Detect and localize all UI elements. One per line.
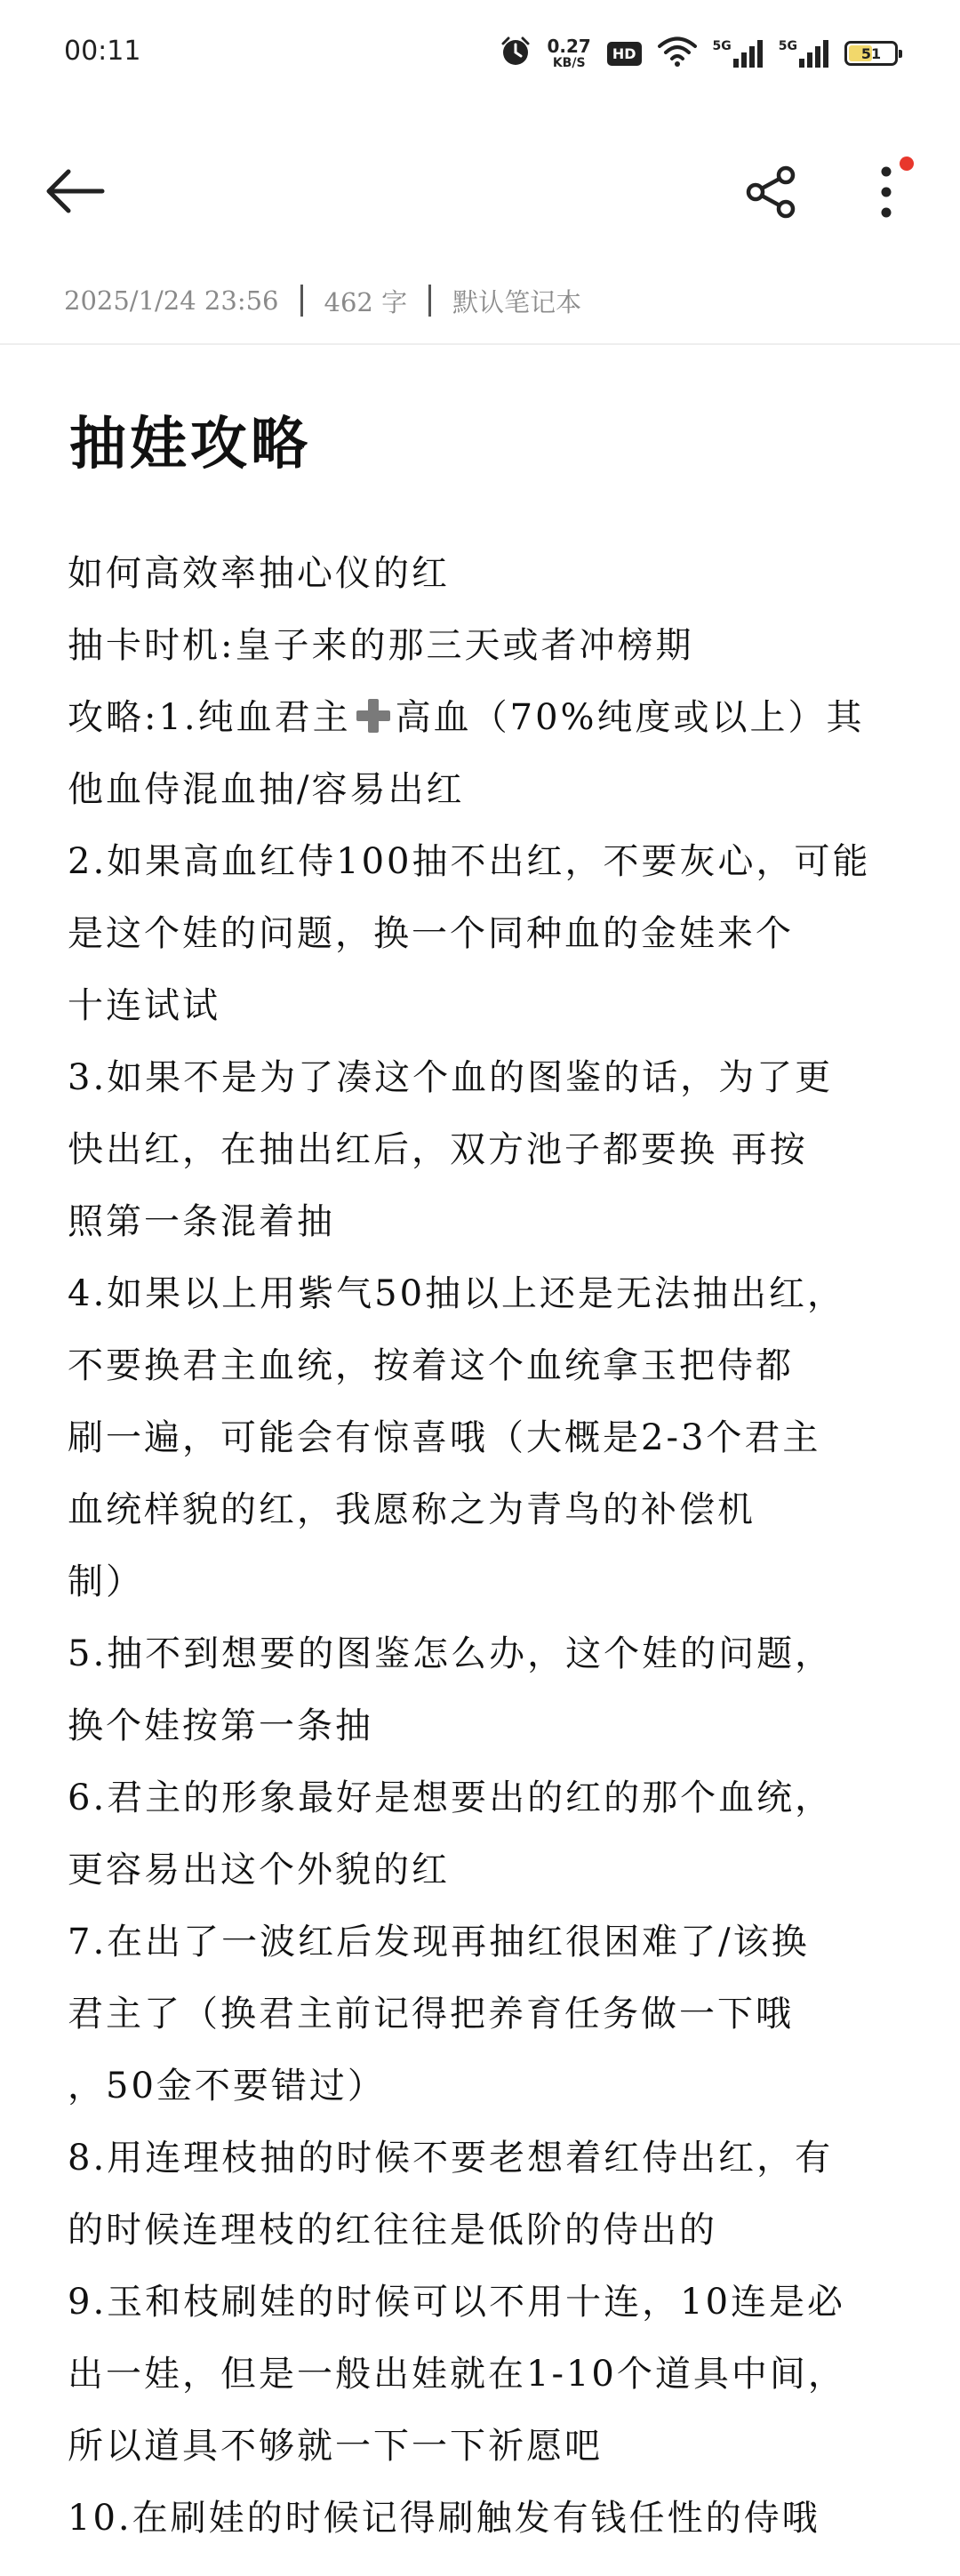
note-line: 8.用连理枝抽的时候不要老想着红侍出红，有	[68, 2138, 834, 2179]
signal-1-label: 5G	[712, 39, 732, 53]
note-body[interactable]	[68, 538, 903, 2555]
notebook-name[interactable]: 默认笔记本	[452, 286, 582, 317]
note-word-count: 462 字	[324, 286, 408, 317]
note-line: 的时候连理枝的红往往是低阶的侍出的	[68, 2210, 717, 2251]
status-icons	[500, 34, 899, 73]
note-line-segment: 高血（70%纯度或以上）其	[395, 697, 865, 738]
signal-2-label: 5G	[778, 39, 797, 53]
note-line: 是这个娃的问题，换一个同种血的金娃来个	[68, 913, 794, 954]
share-button[interactable]	[738, 158, 805, 226]
note-line: 6.君主的形象最好是想要出的红的那个血统，	[68, 1778, 834, 1818]
note-meta	[64, 281, 581, 320]
more-vertical-icon	[877, 164, 895, 221]
note-line: 不要换君主血统，按着这个血统拿玉把侍都	[68, 1345, 794, 1386]
meta-divider	[300, 285, 303, 317]
note-line: 如何高效率抽心仪的红	[68, 553, 450, 594]
header-divider	[0, 343, 960, 345]
note-line: 4.如果以上用紫气50抽以上还是无法抽出红，	[68, 1273, 846, 1314]
notification-dot	[900, 156, 914, 171]
net-speed-value: 0.27	[547, 36, 591, 57]
heavy-plus-icon	[355, 697, 392, 734]
signal-icon	[779, 39, 828, 68]
note-line: 抽卡时机:皇子来的那三天或者冲榜期	[68, 625, 694, 666]
note-line: 3.如果不是为了凑这个血的图鉴的话，为了更	[68, 1057, 834, 1098]
note-datetime: 2025/1/24 23:56	[64, 285, 279, 316]
note-line: 快出红，在抽出红后，双方池子都要换 再按	[68, 1129, 808, 1170]
note-title[interactable]: 抽娃攻略	[69, 411, 311, 477]
note-line-segment: 攻略:1.纯血君主	[68, 697, 351, 738]
note-line: 他血侍混血抽/容易出红	[68, 769, 465, 810]
alarm-icon	[500, 36, 532, 71]
note-line: 更容易出这个外貌的红	[68, 1850, 450, 1890]
note-line: 照第一条混着抽	[68, 1201, 335, 1242]
note-line: 刷一遍，可能会有惊喜哦（大概是2-3个君主	[68, 1417, 821, 1458]
signal-icon	[713, 39, 763, 68]
note-line: ，50金不要错过）	[68, 2066, 386, 2107]
note-line: 血统样貌的红，我愿称之为青鸟的补偿机	[68, 1489, 756, 1530]
note-line: 7.在出了一波红后发现再抽红很困难了/该换	[68, 1922, 810, 1962]
note-line: 2.如果高血红侍100抽不出红，不要灰心，可能	[68, 841, 871, 882]
note-line: 君主了（换君主前记得把养育任务做一下哦	[68, 1994, 794, 2034]
net-speed	[548, 37, 591, 69]
note-line	[68, 682, 903, 754]
status-time: 00:11	[64, 36, 141, 67]
hd-icon: HD	[607, 42, 642, 66]
note-line: 5.抽不到想要的图鉴怎么办，这个娃的问题，	[68, 1633, 834, 1674]
net-speed-unit: KB/S	[552, 56, 586, 70]
share-icon	[743, 164, 800, 221]
note-line: 换个娃按第一条抽	[68, 1705, 373, 1746]
back-arrow-icon	[44, 169, 106, 213]
note-line: 出一娃，但是一般出娃就在1-10个道具中间，	[68, 2354, 846, 2395]
meta-divider	[428, 285, 431, 317]
wifi-icon	[658, 36, 697, 70]
battery-icon	[844, 41, 898, 66]
note-line: 10.在刷娃的时候记得刷触发有钱任性的侍哦	[68, 2498, 820, 2539]
note-toolbar	[0, 142, 960, 240]
battery-level: 51	[860, 44, 882, 62]
back-button[interactable]	[39, 160, 110, 222]
note-line: 制）	[68, 1561, 144, 1602]
note-line: 9.玉和枝刷娃的时候可以不用十连，10连是必	[68, 2282, 846, 2323]
note-line: 所以道具不够就一下一下祈愿吧	[68, 2426, 603, 2467]
status-bar	[0, 0, 960, 111]
note-line: 十连试试	[68, 985, 220, 1026]
